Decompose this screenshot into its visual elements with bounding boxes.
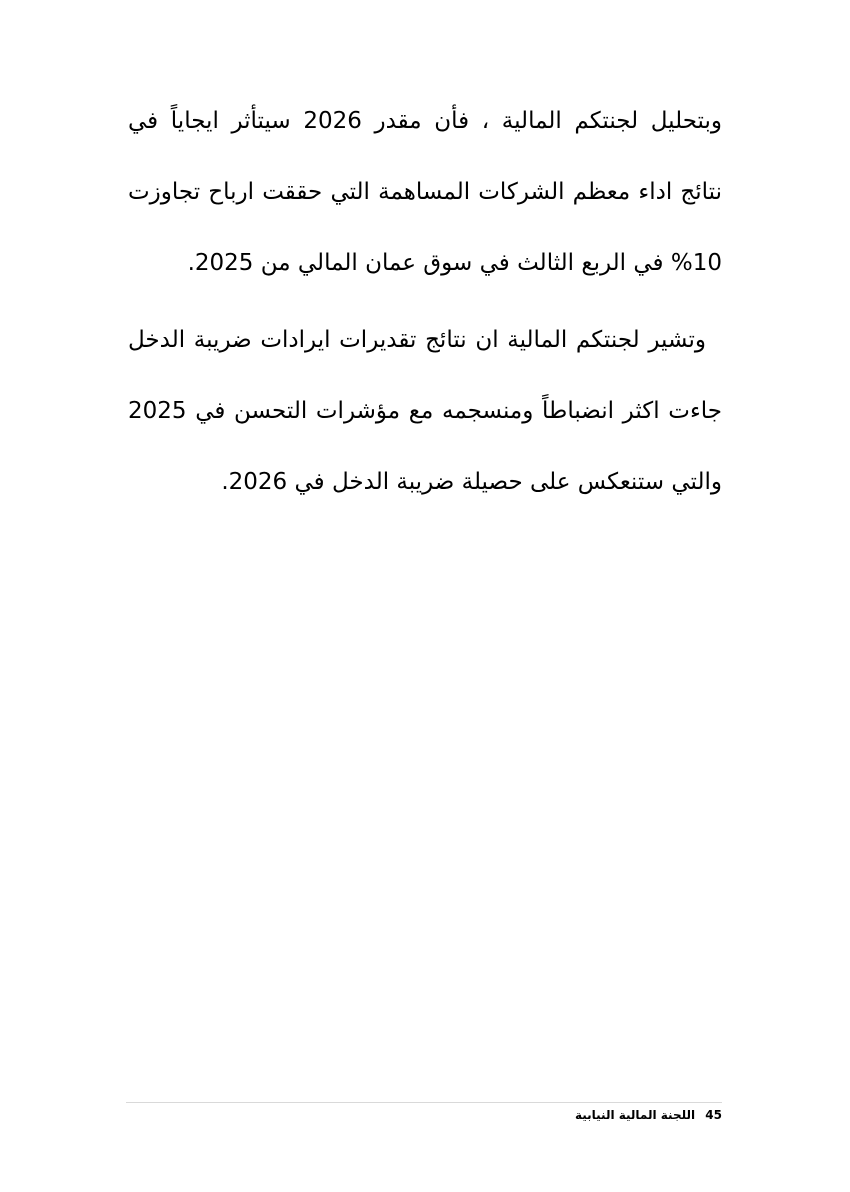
- page-number: 45: [705, 1108, 722, 1122]
- page-footer: [126, 1106, 722, 1124]
- paragraph-1: وبتحليل لجنتكم المالية ، فأن مقدر 2026 سيتأثر ايجاياً في نتائج اداء معظم الشركات المساهمة التي حققت ارباح تجاوزت 10% في الربع الثالث في سوق عمان المالي من 2025.: [128, 108, 723, 276]
- footer-committee-name: اللجنة المالية النيابية: [574, 1108, 696, 1122]
- paragraph-2-text: وتشير لجنتكم المالية ان نتائج تقديرات ايرادات ضريبة الدخل جاءت اكثر انضباطاً ومنسجمه مع مؤشرات التحسن في 2025 والتي ستنعكس على حصيلة ضريبة الدخل في 2026.: [128, 327, 722, 495]
- footer-divider: [126, 1102, 722, 1103]
- paragraph-2: [128, 305, 722, 518]
